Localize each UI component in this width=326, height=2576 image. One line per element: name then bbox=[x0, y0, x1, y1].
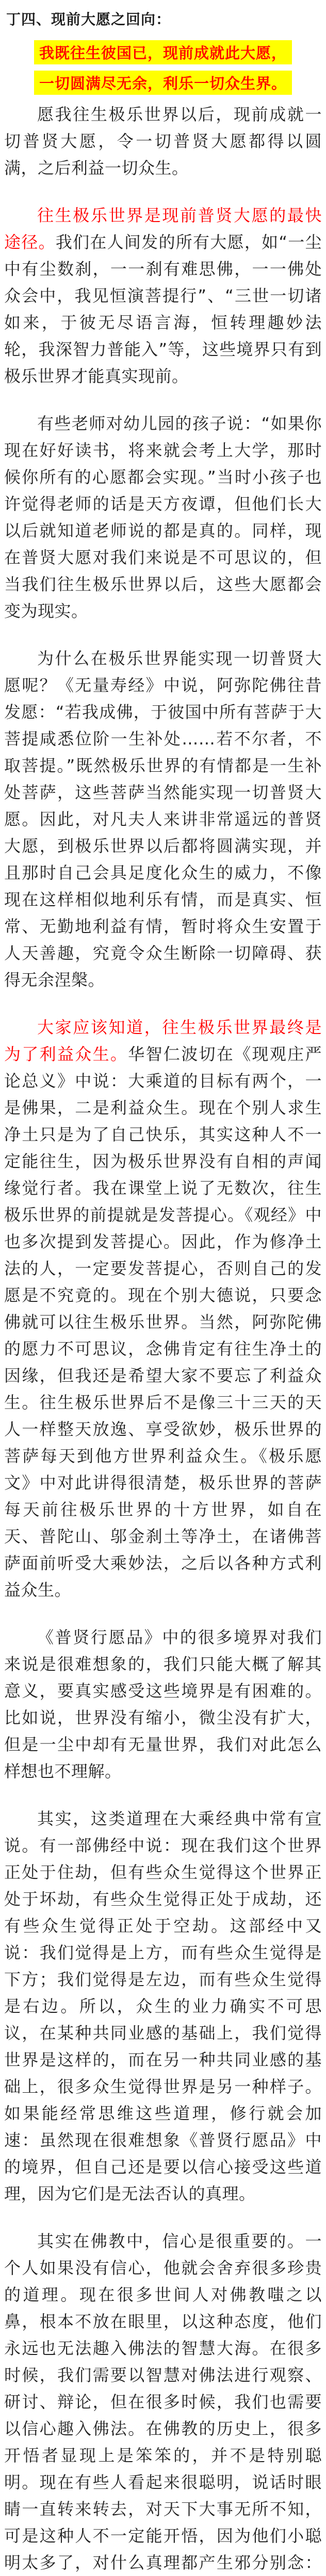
section-title: 丁四、现前大愿之回向： bbox=[6, 11, 171, 28]
paragraph-text: 为什么在极乐世界能实现一切普贤大愿呢？《无量寿经》中说，阿弥陀佛往昔发愿：“若我成佛，于彼国中所有菩萨于大菩提咸悉位阶一生补处……若不尔者，不取菩提。”既然极乐世界的有情都是一生补处菩萨，这些菩萨当然能实现一切普贤大愿。因此，对凡夫人来讲非常遥远的普贤大愿，到极乐世界以后都将圆满实现，并且那时自己会具足度化众生的威力，不像现在这样相似地利乐有情，而是真实、恒常、无勤地利益有情，暂时将众生安置于人天善趣，究竟令众生断除一切障碍、获得无余涅槃。 bbox=[4, 649, 322, 990]
paragraph-1 bbox=[4, 101, 322, 181]
paragraph-text: 《普贤行愿品》中的很多境界对我们来说是很难想象的，我们只能大概了解其意义，要真实感受这些境界是有困难的。比如说，世界没有缩小，微尘没有扩大，但是一尘中却有无量世界，我们对此怎么样想也不理解。 bbox=[4, 1628, 322, 1781]
highlight-verse-line-2 bbox=[4, 71, 322, 95]
paragraph-8 bbox=[4, 2228, 322, 2576]
paragraph-red-text: 大家应该知道，往生极乐世界最终是为了利益众生。 bbox=[4, 1018, 322, 1064]
highlight-text: 我既往生彼国已，现前成就此大愿， bbox=[34, 40, 292, 64]
paragraph-6 bbox=[4, 1624, 322, 1785]
highlight-text: 一切圆满尽无余，利乐一切众生界。 bbox=[34, 71, 292, 95]
paragraph-5 bbox=[4, 1014, 322, 1603]
paragraph-text: 其实在佛教中，信心是很重要的。一个人如果没有信心，他就会舍弃很多珍贵的道理。现在很多世间人对佛教嗤之以鼻，根本不放在眼里，以这种态度，他们永远也无法趣入佛法的智慧大海。在很多时候，我们需要以智慧对佛法进行观察、研讨、辩论，但在很多时候，我们也需要以信心趣入佛法。在佛教的历史上，很多开悟者显现上是笨笨的，并不是特别聪明。现在有些人看起来很聪明，说话时眼睛一直转来转去，对天下大事无所不知，可是这种人不一定能开悟，因为他们小聪明太多了，对什么真理都产生邪分别念： bbox=[4, 2231, 322, 2572]
paragraph-text: 华智仁波切在《现观庄严论总义》中说：大乘道的目标有两个，一是佛果，二是利益众生。现在个别人求生净土只是为了自己快乐，其实这种人不一定能往生，因为极乐世界没有自相的声闻缘觉行者。我在课堂上说了无数次，往生极乐世界的前提就是发菩提心。《观经》中也多次提到发菩提心。因此，作为修净土法的人，一定要发菩提心，否则自己的发愿是不究竟的。现在个别大德说，只要念佛就可以往生极乐世界。当然，阿弥陀佛的愿力不可思议，念佛肯定有往生净土的因缘，但我还是希望大家不要忘了利益众生。往生极乐世界后不是像三十三天的天人一样整天放逸、享受欲妙，极乐世界的菩萨每天到他方世界利益众生。《极乐愿文》中对此讲得很清楚，极乐世界的菩萨每天前往极乐世界的十方世界，如自在天、普陀山、邬金刹土等净土，在诸佛菩萨面前听受大乘妙法，之后以各种方式利益众生。 bbox=[4, 1044, 322, 1600]
paragraph-3 bbox=[4, 410, 322, 624]
paragraph-2 bbox=[4, 202, 322, 389]
paragraph-7 bbox=[4, 1805, 322, 2207]
highlight-verse-line-1 bbox=[4, 40, 322, 64]
paragraph-red-text: 往生极乐世界是现前普贤大愿的最快途径。 bbox=[4, 206, 322, 252]
paragraph-4 bbox=[4, 645, 322, 993]
paragraph-text: 愿我往生极乐世界以后，现前成就一切普贤大愿，令一切普贤大愿都得以圆满，之后利益一切众生。 bbox=[4, 105, 322, 178]
paragraph-text: 我们在人间发的所有大愿，如“一尘中有尘数刹，一一刹有难思佛，一一佛处众会中，我见恒演菩提行”、“三世一切诸如来，于彼无尽语言海，恒转理趣妙法轮，我深智力普能入”等，这些境界只有到极乐世界才能真实现前。 bbox=[4, 232, 322, 386]
paragraph-text: 其实，这类道理在大乘经典中常有宣说。有一部佛经中说：现在我们这个世界正处于住劫，但有些众生觉得这个世界正处于坏劫，有些众生觉得正处于成劫，还有些众生觉得正处于空劫。这部经中又说：我们觉得是上方，而有些众生觉得是下方；我们觉得是左边，而有些众生觉得是右边。所以，众生的业力确实不可思议，在某种共同业感的基础上，我们觉得世界是这样的，而在另一种共同业感的基础上，很多众生觉得世界是另一种样子。如果能经常思维这些道理，修行就会加速：虽然现在很难想象《普贤行愿品》中的境界，但自己还是要以信心接受这些道理，因为它们是无法否认的真理。 bbox=[4, 1809, 322, 2204]
paragraph-text: 有些老师对幼儿园的孩子说：“如果你现在好好读书，将来就会考上大学，那时候你所有的心愿都会实现。”当时小孩子也许觉得老师的话是天方夜谭，但他们长大以后就知道老师说的都是真的。同样，现在普贤大愿对我们来说是不可思议的，但当我们往生极乐世界以后，这些大愿都会变为现实。 bbox=[4, 414, 322, 621]
